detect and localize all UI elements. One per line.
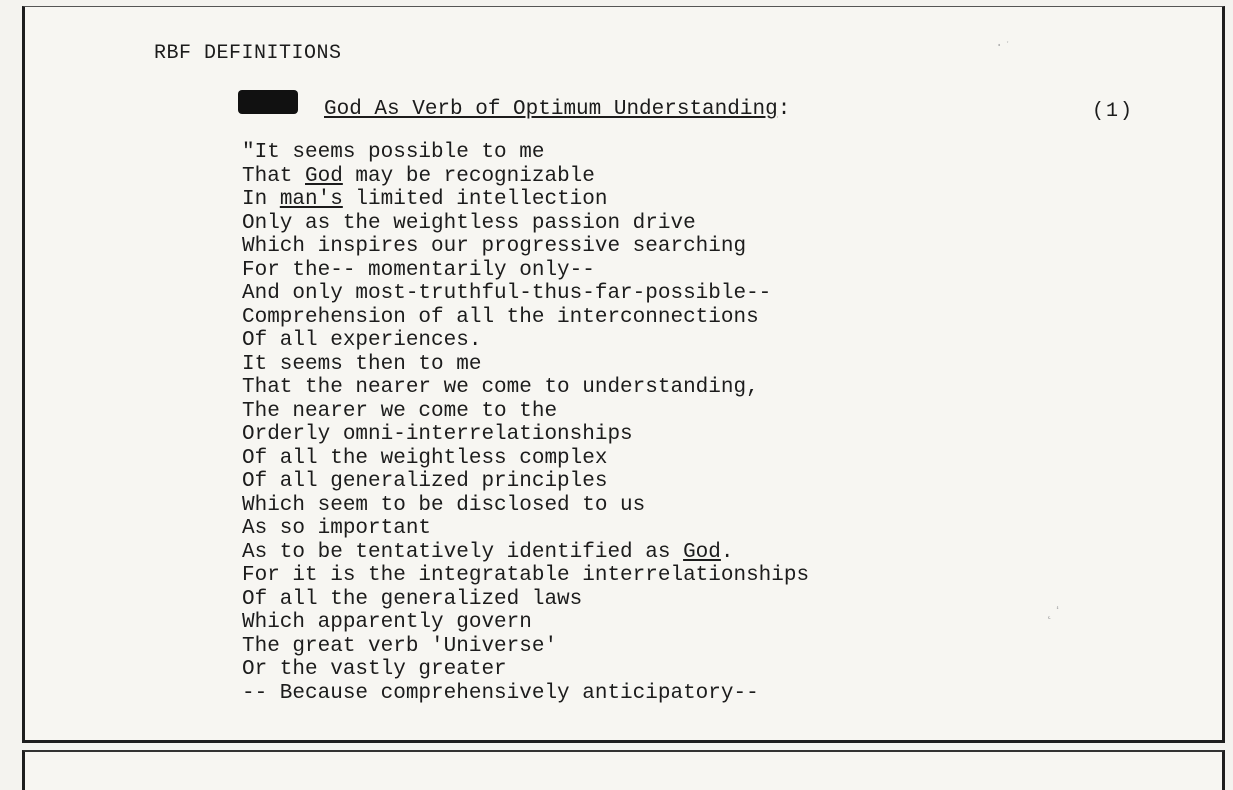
poem-line-text: For the-- momentarily only-- <box>242 258 595 282</box>
poem-line-text: Of all the generalized laws <box>242 587 583 611</box>
poem-line-text: That the nearer we come to understanding, <box>242 376 759 399</box>
poem-line-text: As so important <box>242 517 432 540</box>
section-title-colon: : <box>777 98 791 121</box>
poem-line-text: Which inspires our progressive searching <box>242 235 747 258</box>
poem-line <box>242 188 809 212</box>
poem-line <box>242 282 809 306</box>
poem-line-text: Or the vastly greater <box>242 658 507 681</box>
poem-line-text: As to be tentatively identified as <box>242 540 684 564</box>
poem-line <box>242 564 809 588</box>
poem-line-text: For it is the integratable interrelationships <box>242 564 810 587</box>
poem-line-text: That <box>242 164 306 188</box>
underlined-word: God <box>305 164 343 188</box>
section-title <box>324 98 790 121</box>
poem-line <box>242 541 809 565</box>
poem-line-text: Only as the weightless passion drive <box>242 211 696 235</box>
underlined-word: man's <box>279 188 343 211</box>
poem-line <box>242 682 809 706</box>
paper-speck: ·ˑ <box>995 38 1012 54</box>
page-header: RBF DEFINITIONS <box>154 42 342 65</box>
poem-text <box>242 141 809 705</box>
poem-line-text: It seems then to me <box>242 352 482 376</box>
poem-line <box>242 658 809 682</box>
poem-line-text: "It seems possible to me <box>242 141 545 164</box>
poem-line-text: Comprehension of all the interconnections <box>242 305 759 329</box>
poem-line <box>242 329 809 353</box>
poem-line-text: limited intellection <box>342 188 608 211</box>
poem-line-text: Of all the weightless complex <box>242 446 608 470</box>
poem-line-text: Orderly omni-interrelationships <box>242 423 633 446</box>
poem-line-text: The great verb 'Universe' <box>242 634 558 658</box>
poem-line-text: Of all generalized principles <box>242 470 608 493</box>
poem-line-text: . <box>720 540 734 564</box>
poem-line-text: Which seem to be disclosed to us <box>242 493 646 517</box>
poem-line <box>242 306 809 330</box>
poem-line <box>242 165 809 189</box>
poem-line <box>242 376 809 400</box>
poem-line <box>242 353 809 377</box>
poem-line <box>242 423 809 447</box>
poem-line-text: And only most-truthful-thus-far-possible-- <box>242 282 772 305</box>
poem-line <box>242 212 809 236</box>
redaction-mark <box>238 90 298 114</box>
page-number: (1) <box>1092 100 1135 123</box>
poem-line-text: Which apparently govern <box>242 611 532 634</box>
poem-line <box>242 259 809 283</box>
poem-line <box>242 635 809 659</box>
underlined-word: God <box>683 540 721 564</box>
poem-line-text: may be recognizable <box>342 164 595 188</box>
poem-line <box>242 611 809 635</box>
poem-line <box>242 517 809 541</box>
section-title-text: God As Verb of Optimum Understanding <box>324 98 778 121</box>
poem-line <box>242 494 809 518</box>
poem-line <box>242 400 809 424</box>
poem-line-text: In <box>242 188 280 211</box>
poem-line-text: -- Because comprehensively anticipatory-- <box>242 681 759 705</box>
poem-line <box>242 588 809 612</box>
poem-line <box>242 447 809 471</box>
paper-speck: ˛ʻ <box>1045 605 1062 621</box>
next-index-card-edge <box>22 750 1225 790</box>
poem-line <box>242 235 809 259</box>
poem-line <box>242 141 809 165</box>
poem-line-text: The nearer we come to the <box>242 399 558 423</box>
poem-line-text: Of all experiences. <box>242 329 482 352</box>
poem-line <box>242 470 809 494</box>
